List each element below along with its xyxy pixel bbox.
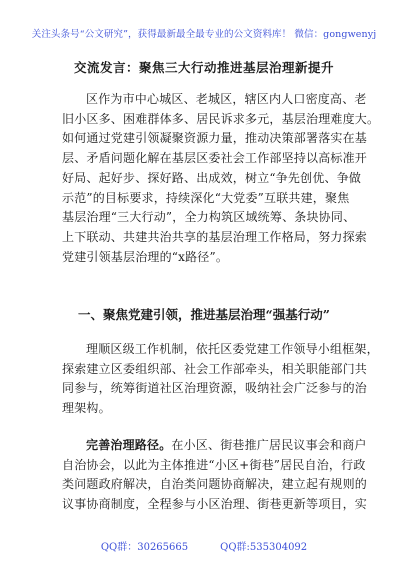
top-notice: 关注头条号“公文研究”，获得最新最全最专业的公文资料库！ 微信：gongwenyj	[31, 29, 377, 40]
page-title: 交流发言：聚焦三大行动推进基层治理新提升	[73, 60, 334, 75]
section1-line: 同参与，统筹街道社区治理资源，吸纳社会广泛参与的治	[62, 381, 368, 396]
intro-line: 如何通过党建引领凝聚资源力量，推动决策部署落实在基	[62, 131, 368, 146]
section1-line: 理顺区级工作机制，依托区委党建工作领导小组框架，	[86, 342, 379, 356]
footer-qq-group-2: QQ群:535304092	[220, 542, 308, 553]
intro-paragraph	[62, 90, 380, 267]
section1-line: 理架构。	[62, 401, 111, 416]
section2-paragraph	[62, 436, 368, 515]
intro-line: 层、矛盾问题化解在基层区委社会工作部坚持以高标准开	[62, 151, 368, 166]
section1-line: 探索建立区委组织部、社会工作部牵头，相关职能部门共	[62, 361, 368, 376]
section2-line: 议事协商制度，全程参与小区治理、街巷更新等项目，实	[62, 497, 368, 512]
intro-line: 示范”的目标要求，持续深化“大党委”互联共建，聚焦	[62, 190, 350, 205]
section2-first-line	[62, 436, 367, 456]
intro-line: 基层治理“三大行动”，全力构筑区域统筹、条块协同、	[62, 210, 356, 225]
section2-line: 自治协会，以此为主体推进“小区+街巷”居民自治，行政	[62, 457, 366, 472]
section-heading: 一、聚焦党建引领，推进基层治理“强基行动”	[78, 307, 330, 322]
intro-line: 区作为市中心城区、老城区，辖区内人口密度高、老	[86, 92, 367, 106]
section1-paragraph	[62, 340, 379, 419]
footer-qq-group-1: QQ群：30265665	[100, 542, 189, 553]
intro-line: 党建引领基层治理的“x路径”。	[62, 249, 229, 264]
section2-first-rest: 在小区、街巷推广居民议事会和商户	[171, 438, 367, 452]
footer	[0, 538, 408, 553]
section2-line: 类问题政府解决，自治类问题协商解决，建立起有规则的	[62, 477, 368, 492]
intro-line: 好局、起好步、探好路、出成效，树立“争先创优、争做	[62, 170, 362, 185]
intro-line: 上下联动、共建共治共享的基层治理工作格局，努力探索	[62, 229, 368, 244]
intro-line: 旧小区多、困难群体多、居民诉求多元，基层治理难度大。	[62, 111, 380, 126]
section2-lead: 完善治理路径。	[86, 438, 172, 452]
